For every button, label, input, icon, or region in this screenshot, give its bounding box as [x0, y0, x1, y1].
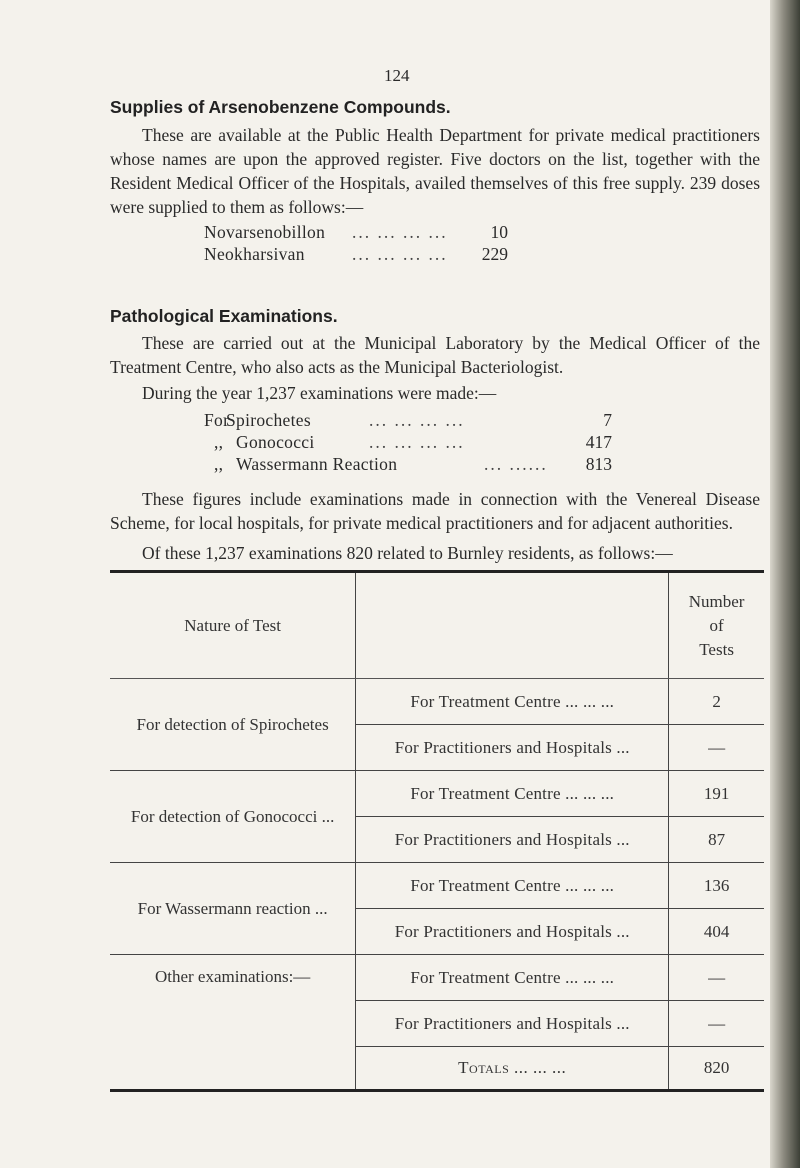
table-row	[110, 771, 764, 817]
subcategory-cell: For Practitioners and Hospitals ...	[356, 817, 669, 863]
leader-dots: ... ... ... ...	[352, 222, 448, 242]
supply-item-value: 10	[490, 222, 508, 242]
number-cell: 191	[669, 771, 764, 817]
exam-prefix: ,,	[214, 454, 224, 474]
header-number-of-tests	[669, 572, 764, 679]
residents-intro: Of these 1,237 examinations 820 related to Burnley residents, as follows:—	[142, 543, 673, 563]
subcategory-cell: For Treatment Centre ... ... ...	[356, 679, 669, 725]
subcategory-cell: For Treatment Centre ... ... ...	[356, 955, 669, 1001]
page-number: 124	[384, 66, 410, 85]
leader-dots: ... ... ... ...	[352, 244, 448, 264]
supply-item-label: Novarsenobillon	[204, 222, 326, 242]
number-cell: 404	[669, 909, 764, 955]
supply-item	[204, 222, 508, 244]
number-cell: 87	[669, 817, 764, 863]
examinations-intro: During the year 1,237 examinations were made:—	[142, 383, 497, 403]
supply-item-label: Neokharsivan	[204, 244, 305, 264]
supplies-paragraph: These are available at the Public Health Department for private medical practitioners whose names are upon the approved register. Five doctors on the list, together with the Resident Medical Officer of the Hospitals, availed themselves of this free supply. 239 doses were supplied to them as follows:—	[110, 125, 760, 217]
exam-prefix: For	[204, 410, 230, 430]
exam-item	[204, 454, 612, 476]
exam-item	[204, 432, 612, 454]
leader-dots: ... ... ... ...	[369, 432, 465, 452]
exam-value: 7	[603, 410, 612, 430]
leader-dots: ... ... ... ...	[369, 410, 465, 430]
header-blank	[356, 572, 669, 679]
exam-label: Wassermann Reaction	[236, 454, 398, 474]
number-cell: —	[669, 1001, 764, 1047]
exam-label: Gonococci	[236, 432, 315, 452]
figures-note-paragraph: These figures include examinations made in connection with the Venereal Disease Scheme, for local hospitals, for private medical practitioners and for adjacent authorities.	[110, 489, 760, 533]
number-cell: —	[669, 955, 764, 1001]
subcategory-cell: For Treatment Centre ... ... ...	[356, 771, 669, 817]
section-heading-supplies: Supplies of Arsenobenzene Compounds.	[110, 97, 451, 117]
table-header-row	[110, 572, 764, 679]
number-cell: 136	[669, 863, 764, 909]
number-cell: 2	[669, 679, 764, 725]
section-heading-pathological: Pathological Examinations.	[110, 306, 338, 326]
nature-cell: For detection of Gonococci ...	[110, 771, 356, 863]
table-row	[110, 679, 764, 725]
exam-item	[204, 410, 612, 432]
header-number-line3: Tests	[699, 639, 734, 659]
tests-table	[110, 570, 764, 1092]
nature-cell: For Wassermann reaction ...	[110, 863, 356, 955]
header-number-line1: Number	[688, 591, 745, 611]
subcategory-cell: For Practitioners and Hospitals ...	[356, 725, 669, 771]
exam-label: Spirochetes	[226, 410, 311, 430]
supply-item	[204, 244, 508, 266]
totals-value: 820	[669, 1047, 764, 1091]
totals-label: Totals ... ... ...	[356, 1047, 669, 1091]
header-nature-of-test: Nature of Test	[110, 572, 356, 679]
number-cell: —	[669, 725, 764, 771]
exam-value: 813	[585, 454, 612, 474]
table-row	[110, 955, 764, 1001]
exam-value: 417	[585, 432, 612, 452]
subcategory-cell: For Treatment Centre ... ... ...	[356, 863, 669, 909]
exam-prefix: ,,	[214, 432, 224, 452]
supply-item-value: 229	[481, 244, 508, 264]
pathological-paragraph: These are carried out at the Municipal Laboratory by the Medical Officer of the Treatment Centre, who also acts as the Municipal Bacteriologist.	[110, 333, 760, 377]
subcategory-cell: For Practitioners and Hospitals ...	[356, 909, 669, 955]
table-row	[110, 863, 764, 909]
leader-dots: ... ......	[484, 454, 548, 474]
nature-cell: For detection of Spirochetes	[110, 679, 356, 771]
header-number-line2: of	[709, 615, 724, 635]
page-edge-shadow	[770, 0, 800, 1168]
subcategory-cell: For Practitioners and Hospitals ...	[356, 1001, 669, 1047]
nature-cell: Other examinations:—	[154, 967, 311, 986]
